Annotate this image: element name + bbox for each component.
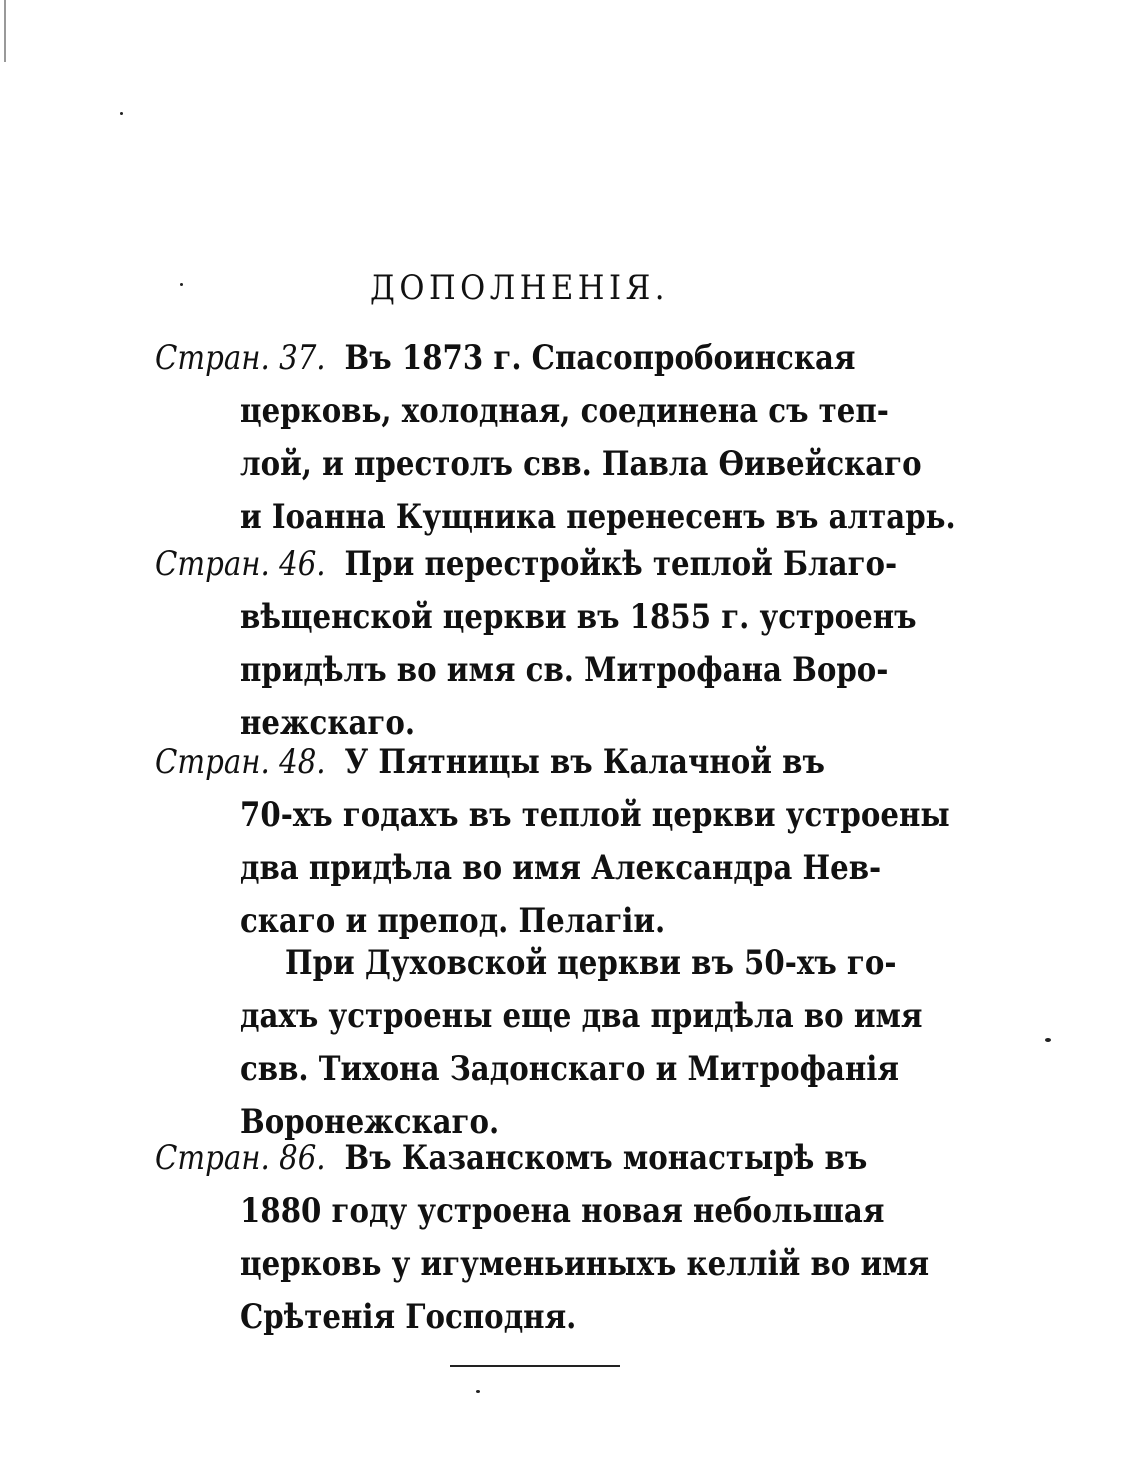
- entry-first-line: [155, 544, 897, 584]
- page-heading: ДОПОЛНЕНІЯ.: [370, 268, 670, 308]
- page-reference: Стран. 48.: [155, 742, 326, 782]
- entry-first-line: [155, 742, 825, 782]
- entry-line: Воронежскаго.: [240, 1102, 500, 1142]
- entry-text: У Пятницы въ Калачной въ: [344, 742, 825, 782]
- entry-text: Въ 1873 г. Спасопробоинская: [344, 338, 856, 378]
- entry-line: два придѣла во имя Александра Нев-: [240, 848, 882, 888]
- entry-line: церковь у игуменьиныхъ келлій во имя: [240, 1244, 930, 1284]
- entry-first-line: [155, 1138, 867, 1178]
- entry-text: При перестройкѣ теплой Благо-: [344, 544, 898, 584]
- ink-speck: [476, 1390, 480, 1393]
- closing-rule: [450, 1365, 620, 1367]
- entry-line: свв. Тихона Задонскаго и Митрофанія: [240, 1049, 900, 1089]
- entry-first-line: [155, 338, 856, 378]
- entry-line: и Іоанна Кущника перенесенъ въ алтарь.: [240, 497, 956, 537]
- ink-speck: [180, 283, 183, 286]
- paragraph-first-line: При Духовской церкви въ 50-хъ го-: [285, 943, 897, 983]
- page-reference: Стран. 37.: [155, 338, 326, 378]
- entry-line: лой, и престолъ свв. Павла Ѳивейскаго: [240, 444, 922, 484]
- entry-line: 1880 году устроена новая небольшая: [240, 1191, 885, 1231]
- entry-line: Срѣтенія Господня.: [240, 1297, 577, 1337]
- entry-line: вѣщенской церкви въ 1855 г. устроенъ: [240, 597, 917, 637]
- entry-line: скаго и препод. Пелагіи.: [240, 901, 666, 941]
- scan-edge-mark: [4, 0, 6, 62]
- entry-line: церковь, холодная, соединена съ теп-: [240, 391, 889, 431]
- entry-text: Въ Казанскомъ монастырѣ въ: [344, 1138, 868, 1178]
- entry-line: нежскаго.: [240, 703, 416, 743]
- entry-line: придѣлъ во имя св. Митрофана Воро-: [240, 650, 889, 690]
- page-reference: Стран. 46.: [155, 544, 326, 584]
- entry-line: дахъ устроены еще два придѣла во имя: [240, 996, 923, 1036]
- page-reference: Стран. 86.: [155, 1138, 326, 1178]
- ink-speck: [1045, 1038, 1051, 1042]
- ink-speck: [120, 112, 123, 115]
- entry-line: 70-хъ годахъ въ теплой церкви устроены: [240, 795, 950, 835]
